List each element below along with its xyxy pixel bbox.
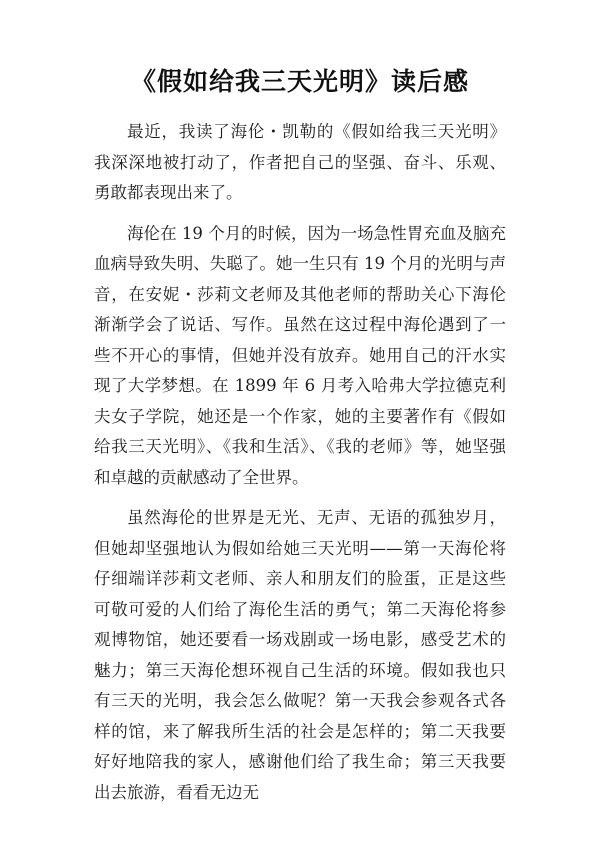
paragraph-2: 海伦在 19 个月的时候，因为一场急性胃充血及脑充血病导致失明、失聪了。她一生只有 19 个月的光明与声音，在安妮・莎莉文老师及其他老师的帮助关心下海伦渐渐学会了说话、写作。虽然在这过程中海伦遇到了一些不开心的事情，但她并没有放弃。她用自己的汗水实现了大学梦想。在 1899 年 6 月考入哈弗大学拉德克利夫女子学院，她还是一个作家，她的主要著作有《假如给我三天光明》、《我和生活》、《我的老师》等，她坚强和卓越的贡献感动了全世界。	[94, 223, 506, 487]
document-title: 《假如给我三天光明》读后感	[130, 67, 469, 96]
document-body	[94, 117, 506, 818]
paragraph-1: 最近，我读了海伦・凯勒的《假如给我三天光明》我深深地被打动了，作者把自己的坚强、奋斗、乐观、勇敢都表现出来了。	[94, 122, 506, 202]
paragraph-3: 虽然海伦的世界是无光、无声、无语的孤独岁月，但她却坚强地认为假如给她三天光明——第一天海伦将仔细端详莎莉文老师、亲人和朋友们的脸蛋，正是这些可敬可爱的人们给了海伦生活的勇气；第二天海伦将参观博物馆，她还要看一场戏剧或一场电影，感受艺术的魅力；第三天海伦想环视自己生活的环境。假如我也只有三天的光明，我会怎么做呢？第一天我会参观各式各样的馆，来了解我所生活的社会是怎样的；第二天我要好好地陪我的家人，感谢他们给了我生命；第三天我要出去旅游，看看无边无	[94, 508, 506, 802]
